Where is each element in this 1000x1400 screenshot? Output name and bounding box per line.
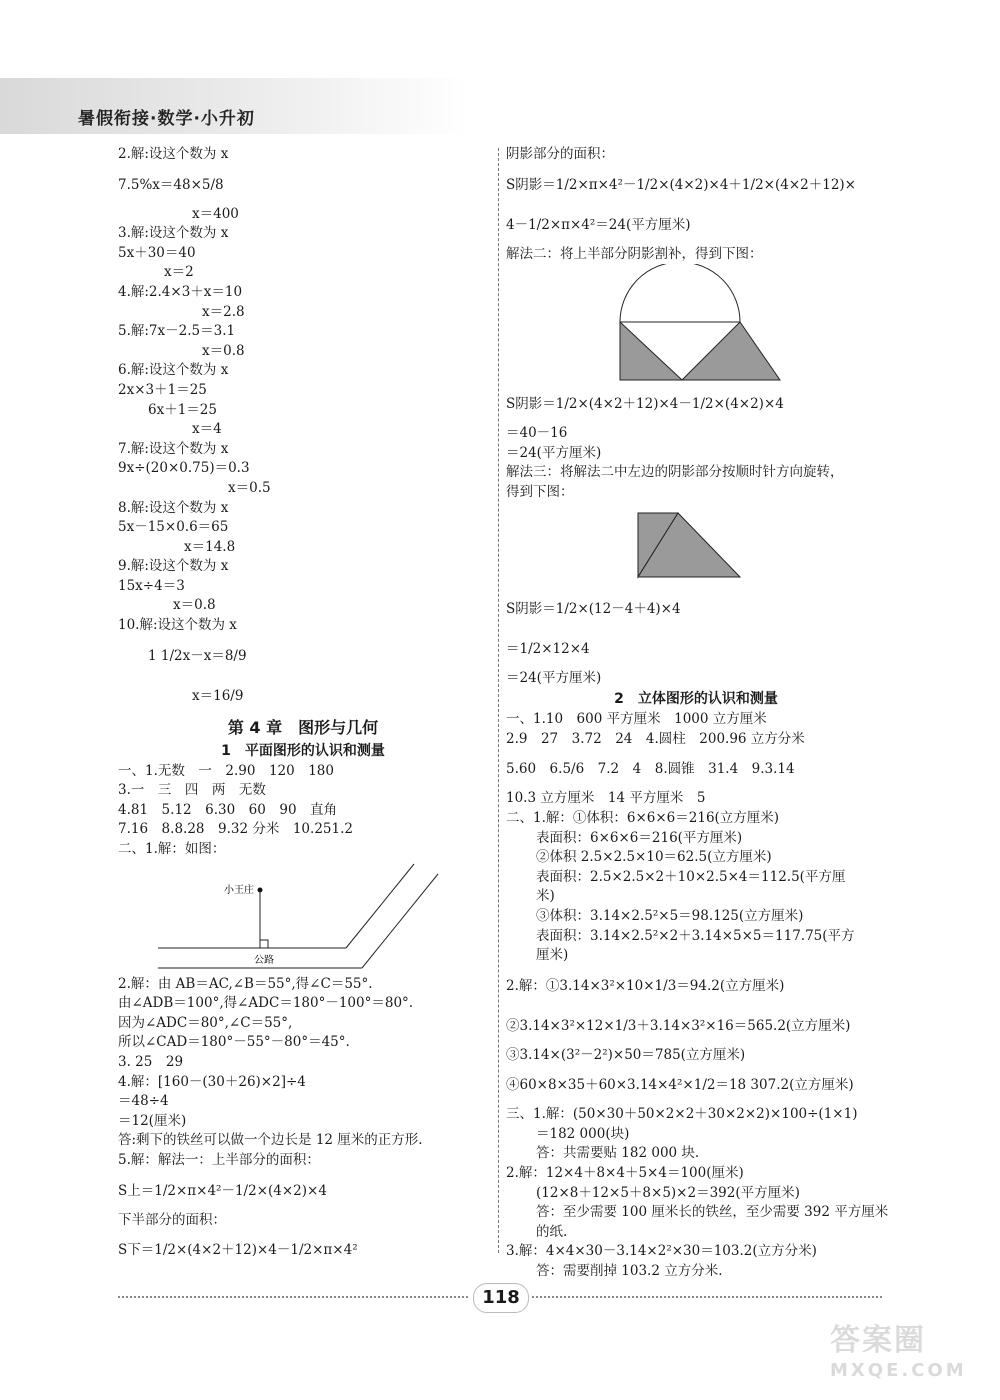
answer-line: ＝24(平方厘米) <box>506 444 602 461</box>
answer-line: x＝2.8 <box>202 303 245 320</box>
semicircle-arc <box>620 264 740 322</box>
answer-line: 4.解：[160－(30＋26)×2]÷4 <box>118 1073 306 1090</box>
answer-line: ④60×8×35＋60×3.14×4²×1/2＝18 307.2(立方厘米) <box>506 1077 854 1094</box>
answer-line: 解法三：将解法二中左边的阴影部分按顺时针方向旋转， <box>506 464 844 481</box>
answer-line: ②体积 2.5×2.5×10＝62.5(立方厘米) <box>536 849 772 866</box>
answer-line: x＝0.5 <box>228 479 271 496</box>
road-line <box>346 864 414 948</box>
answer-line: x＝16/9 <box>192 687 244 704</box>
road-line <box>362 874 438 968</box>
answer-line: x＝0.8 <box>202 342 245 359</box>
answer-line: S阴影＝1/2×(12－4＋4)×4 <box>506 600 681 617</box>
answer-line: x＝4 <box>192 421 222 438</box>
watermark-text: 答案圈 <box>830 1323 926 1358</box>
answer-line: ②3.14×3²×12×1/3＋3.14×3²×16＝565.2(立方厘米) <box>506 1017 851 1034</box>
road-label: 公路 <box>254 954 274 966</box>
answer-line: ＝24(平方厘米) <box>506 669 602 686</box>
page-header-title: 暑假衔接·数学·小升初 <box>78 109 255 129</box>
answer-line: 一、1.无数 一 2.90 120 180 <box>118 762 334 779</box>
footer-dotted-line <box>532 1296 882 1298</box>
answer-line: 2.解：12×4＋8×4＋5×4＝100(厘米) <box>506 1165 744 1182</box>
answer-line: 8.解:设这个数为 x <box>118 499 229 516</box>
answer-line: 答：至少需要 100 厘米长的铁丝，至少需要 392 平方厘米 <box>536 1204 889 1221</box>
answer-line: ＝12(厘米) <box>118 1112 187 1129</box>
watermark-logo <box>830 1322 980 1392</box>
answer-line: 3.解:设这个数为 x <box>118 225 229 242</box>
answer-line: 表面积：2.5×2.5×2＋10×2.5×4＝112.5(平方厘 <box>536 868 846 885</box>
chapter-title: 第 4 章 图形与几何 <box>227 717 379 737</box>
answer-line: 4.81 5.12 6.30 60 90 直角 <box>118 801 338 818</box>
answer-line: 得到下图： <box>506 483 574 500</box>
answer-line: x＝2 <box>164 264 194 281</box>
footer-dotted-line <box>118 1296 468 1298</box>
answer-line: 9x÷(20×0.75)＝0.3 <box>118 460 250 477</box>
answer-line: 下半部分的面积： <box>118 1211 226 1228</box>
answer-line: 米) <box>536 888 555 905</box>
section-title: 1 平面图形的认识和测量 <box>221 742 385 759</box>
road-figure <box>118 860 488 975</box>
right-angle-mark <box>260 940 268 948</box>
answer-line: 因为∠ADC＝80°,∠C＝55°, <box>118 1014 293 1031</box>
road-diagram <box>118 860 488 975</box>
answer-line: 3.一 三 四 两 无数 <box>118 782 266 799</box>
answer-line: 三、1.解：(50×30＋50×2×2＋30×2×2)×100÷(1×1) <box>506 1106 858 1123</box>
answer-line: 2x×3＋1＝25 <box>118 381 207 398</box>
village-label: 小王庄 <box>224 884 254 896</box>
answer-line: x＝400 <box>192 205 239 222</box>
answer-line: S下＝1/2×(4×2＋12)×4－1/2×π×4² <box>118 1242 358 1259</box>
watermark-url: MXQE.COM <box>830 1360 967 1381</box>
answer-line: 6x＋1＝25 <box>148 401 217 418</box>
answer-line: S阴影＝1/2×(4×2＋12)×4－1/2×(4×2)×4 <box>506 396 784 413</box>
answer-line: 10.解:设这个数为 x <box>118 617 237 634</box>
answer-line: x＝14.8 <box>184 538 236 555</box>
answer-line: 7.解:设这个数为 x <box>118 440 229 457</box>
answer-line: 答：共需要贴 182 000 块. <box>536 1145 700 1162</box>
answer-line: 由∠ADB＝100°,得∠ADC＝180°－100°＝80°. <box>118 995 414 1012</box>
answer-line: 所以∠CAD＝180°－55°－80°＝45°. <box>118 1034 350 1051</box>
semicircle-diagram <box>506 264 886 384</box>
answer-line: 的纸. <box>536 1223 568 1240</box>
answer-line: S上＝1/2×π×4²－1/2×(4×2)×4 <box>118 1182 327 1199</box>
answer-line: S阴影＝1/2×π×4²－1/2×(4×2)×4＋1/2×(4×2＋12)× <box>506 176 856 193</box>
answer-line: 4－1/2×π×4²＝24(平方厘米) <box>506 216 691 233</box>
answer-line: 解法二：将上半部分阴影割补，得到下图： <box>506 245 763 262</box>
trapezoid-figure <box>506 503 886 589</box>
answer-line: 2.解：由 AB＝AC,∠B＝55°,得∠C＝55°. <box>118 975 373 992</box>
answer-line: 二、1.解：如图： <box>118 841 226 858</box>
answer-line: 1 1/2x－x＝8/9 <box>148 647 247 664</box>
right-column <box>506 145 889 1282</box>
section-title: 2 立体图形的认识和测量 <box>614 691 778 708</box>
answer-line: 15x÷4＝3 <box>118 577 185 594</box>
shaded-triangle <box>682 322 780 380</box>
answer-line: 阴影部分的面积： <box>506 146 614 162</box>
answer-line: ＝40－16 <box>506 425 568 442</box>
answer-line: ＝1/2×12×4 <box>506 640 590 657</box>
answer-line: 5x－15×0.6＝65 <box>118 519 229 536</box>
answer-line: ③3.14×(3²－2²)×50＝785(立方厘米) <box>506 1046 746 1063</box>
answer-line: 2.解:设这个数为 x <box>118 146 229 162</box>
answer-line: 4.解:2.4×3＋x＝10 <box>118 283 243 300</box>
answer-line: 答：需要削掉 103.2 立方分米. <box>536 1263 723 1280</box>
answer-line: 7.5%x＝48×5/8 <box>118 176 224 193</box>
answer-line: 5x＋30＝40 <box>118 244 196 261</box>
column-divider <box>498 148 499 1253</box>
answer-line: (12×8＋12×5＋8×5)×2＝392(平方厘米) <box>536 1184 800 1201</box>
answer-line: ＝182 000(块) <box>536 1125 630 1142</box>
answer-line: x＝0.8 <box>173 597 216 614</box>
answer-line: 表面积：6×6×6＝216(平方厘米) <box>536 829 743 846</box>
answer-line: 3. 25 29 <box>118 1054 184 1070</box>
answer-line: 一、1.10 600 平方厘米 1000 立方厘米 <box>506 711 767 728</box>
answer-line: 5.60 6.5/6 7.2 4 8.圆锥 31.4 9.3.14 <box>506 761 795 778</box>
answer-line: ③体积：3.14×2.5²×5＝98.125(立方厘米) <box>536 907 804 924</box>
answer-line: 5.解：解法一：上半部分的面积： <box>118 1151 320 1168</box>
trapezoid-diagram <box>506 503 886 589</box>
answer-line: 厘米) <box>536 947 569 964</box>
answer-line: 2.9 27 3.72 24 4.圆柱 200.96 立方分米 <box>506 730 805 747</box>
page-number: 118 <box>473 1283 529 1313</box>
answer-line: 2.解：①3.14×3²×10×1/3＝94.2(立方厘米) <box>506 977 785 994</box>
answer-line: 答:剩下的铁丝可以做一个边长是 12 厘米的正方形. <box>118 1132 423 1149</box>
answer-line: 二、1.解：①体积：6×6×6＝216(立方厘米) <box>506 809 780 826</box>
shaded-triangle <box>620 322 682 380</box>
answer-line: 7.16 8.8.28 9.32 分米 10.251.2 <box>118 821 353 838</box>
answer-line: ＝48÷4 <box>118 1093 169 1110</box>
answer-line: 3.解：4×4×30－3.14×2²×30＝103.2(立方分米) <box>506 1243 817 1260</box>
answer-line: 表面积：3.14×2.5²×2＋3.14×5×5＝117.75(平方 <box>536 927 855 944</box>
left-column <box>118 145 488 1270</box>
answer-line: 10.3 立方厘米 14 平方厘米 5 <box>506 790 706 807</box>
answer-line: 6.解:设这个数为 x <box>118 362 229 379</box>
answer-line: 9.解:设这个数为 x <box>118 558 229 575</box>
semicircle-figure <box>506 264 886 384</box>
answer-line: 5.解:7x－2.5＝3.1 <box>118 323 236 340</box>
